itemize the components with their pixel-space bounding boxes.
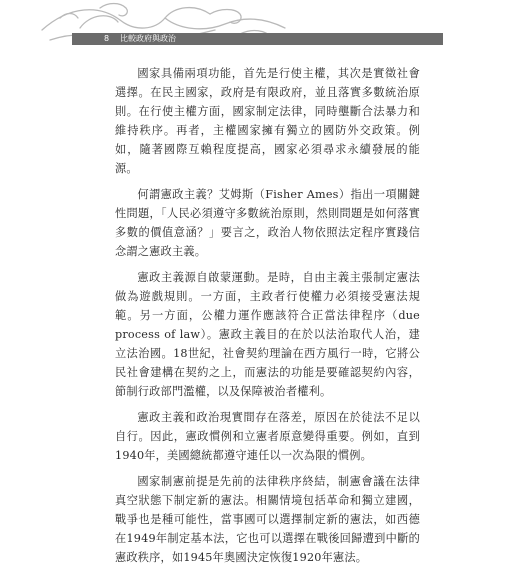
paragraph: 憲政主義和政治現實間存在落差，原因在於徒法不足以自行。因此，憲政慣例和立憲者原意變得重要。例如，直到1940年，美國總統都遵守連任以一次為限的慣例。 bbox=[115, 411, 420, 462]
page-number: 8 bbox=[104, 34, 110, 43]
paragraph: 國家具備兩項功能，首先是行使主權，其次是實徵社會選擇。在民主國家，政府是有限政府，並且落實多數統治原則。在行使主權方面，國家制定法律，同時壟斷合法暴力和維持秩序。再者，主權國家擁有獨立的國防外交政策。例如，隨著國際互賴程度提高，國家必須尋求永續發展的能源。 bbox=[115, 67, 420, 175]
running-title: 比較政府與政治 bbox=[120, 34, 176, 43]
body-text bbox=[115, 64, 420, 574]
paragraph: 憲政主義源自啟蒙運動。是時，自由主義主張制定憲法做為遊戲規則。一方面，主政者行使權力必須接受憲法規範。另一方面，公權力運作應該符合正當法律程序（due process of law）。憲政主義目的在於以法治取代人治，建立法治國。18世紀，社會契約理論在西方風行一時，它將公民社會建構在契約之上，而憲法的功能是要確認契約內容，節制行政部門濫權，以及保障被治者權利。 bbox=[115, 271, 420, 398]
paragraph: 國家制憲前提是先前的法律秩序終結，制憲會議在法律真空狀態下制定新的憲法。相關情境包括革命和獨立建國，戰爭也是種可能性，當事國可以選擇制定新的憲法，如西德在1949年制定基本法，它也可以選擇在戰後回歸遭到中斷的憲政秩序，如1945年奧國決定恢復1920年憲法。 bbox=[115, 475, 420, 564]
paragraph: 何謂憲政主義？艾姆斯（Fisher Ames）指出一項關鍵性問題，「人民必須遵守多數統治原則，然則問題是如何落實多數的價值意涵？」要言之，政治人物依照法定程序實踐信念謂之憲政主義。 bbox=[115, 188, 420, 258]
